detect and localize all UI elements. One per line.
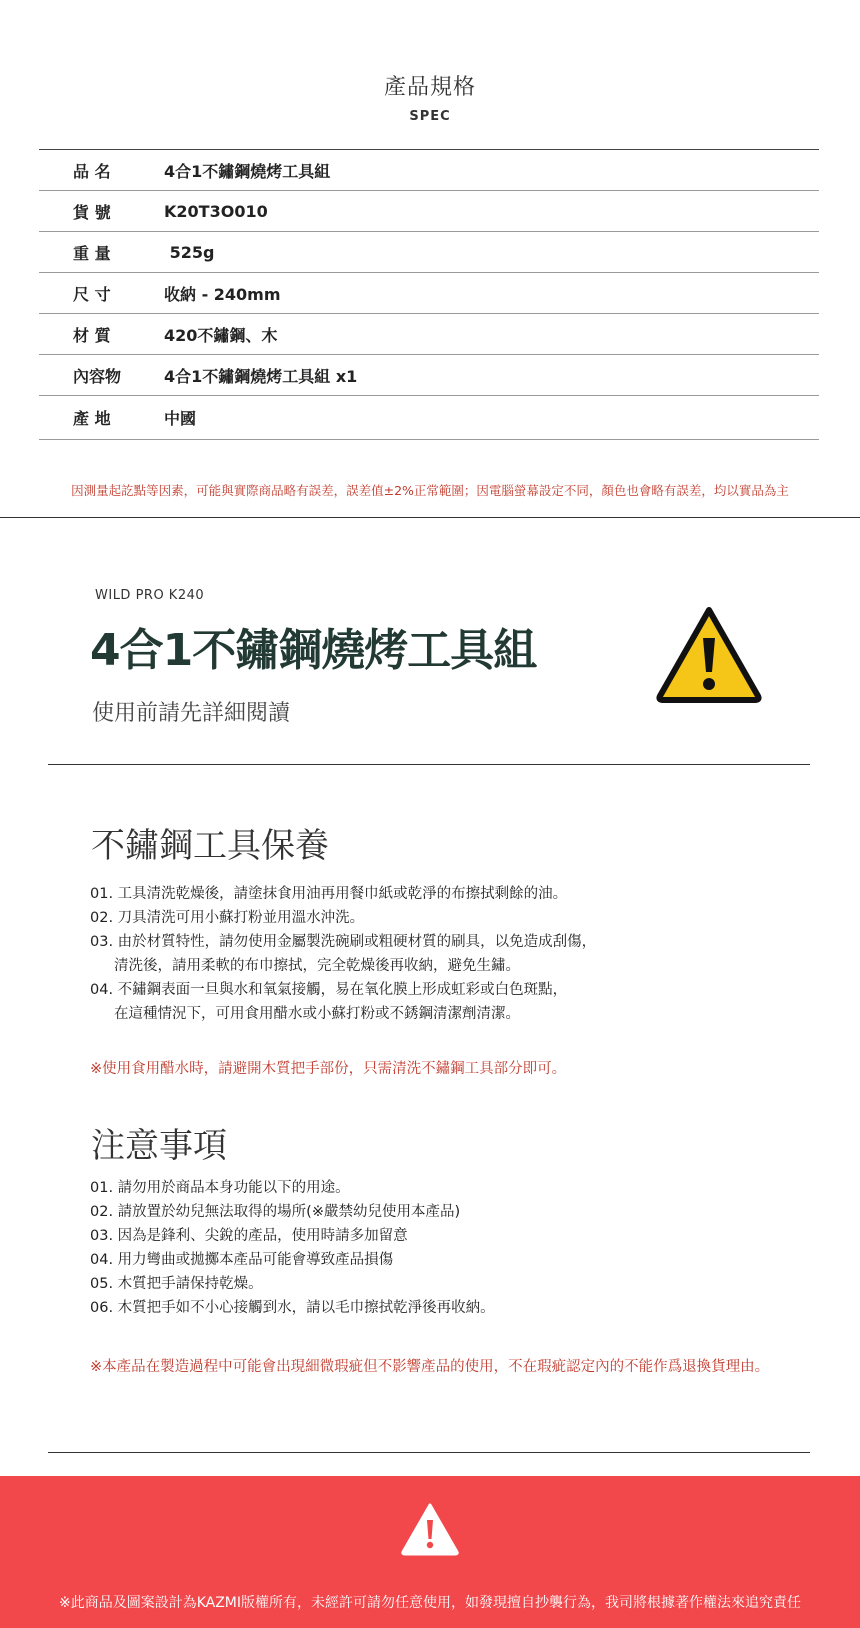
- list-item: [90, 978, 596, 1026]
- list-item: 05. 木質把手請保持乾燥。: [90, 1276, 263, 1292]
- spec-subtitle: SPEC: [409, 109, 451, 124]
- spec-title: 產品規格: [383, 75, 476, 100]
- list-item: [90, 882, 596, 906]
- spec-value: 收納 - 240mm: [164, 284, 281, 304]
- copyright-text: ※此商品及圖案設計為KAZMI版權所有，未經許可請勿任意使用，如發現擅自抄襲行為，我司將根據著作權法來追究責任: [58, 1595, 802, 1611]
- list-item-continuation: 在這種情況下，可用食用醋水或小蘇打粉或不銹鋼清潔劑清潔。: [114, 1006, 520, 1022]
- spec-value: 4合1不鏽鋼燒烤工具組: [164, 161, 331, 181]
- product-model: WILD PRO K240: [95, 588, 205, 603]
- spec-label: 品 名: [73, 161, 111, 181]
- list-item-text: 02. 刀具清洗可用小蘇打粉並用溫水沖洗。: [90, 910, 365, 926]
- list-item: 04. 用力彎曲或拋擲本產品可能會導致產品損傷: [90, 1252, 394, 1268]
- spec-label: 材 質: [73, 325, 111, 345]
- warning-triangle-icon: [400, 1502, 460, 1556]
- section-divider: [48, 764, 810, 765]
- product-subtitle: 使用前請先詳細閱讀: [92, 701, 291, 726]
- spec-label: 貨 號: [73, 202, 111, 222]
- spec-label: 內容物: [73, 366, 122, 386]
- spec-value: 中國: [164, 409, 197, 428]
- list-item: 06. 木質把手如不小心接觸到水，請以毛巾擦拭乾淨後再收納。: [90, 1300, 495, 1316]
- spec-row: [39, 314, 819, 355]
- copyright-footer: [0, 1476, 860, 1628]
- caution-note: ※本產品在製造過程中可能會出現細微瑕疵但不影響產品的使用，不在瑕疵認定內的不能作爲退換貨理由。: [90, 1359, 770, 1375]
- spec-row: [39, 150, 819, 191]
- list-item-continuation: 清洗後，請用柔軟的布巾擦拭，完全乾燥後再收納，避免生鏽。: [114, 958, 520, 974]
- list-item-text: 03. 由於材質特性，請勿使用金屬製洗碗刷或粗硬材質的刷具，以免造成刮傷，: [90, 934, 597, 950]
- spec-label: 重 量: [73, 243, 111, 263]
- spec-value: 525g: [164, 242, 215, 262]
- warning-triangle-icon: [654, 604, 764, 704]
- spec-label: 尺 寸: [73, 284, 111, 304]
- spec-label: 產 地: [73, 409, 111, 428]
- spec-row: [39, 273, 819, 314]
- caution-section-title: 注意事項: [91, 1126, 227, 1166]
- spec-table: [39, 149, 819, 440]
- care-section-title: 不鏽鋼工具保養: [91, 826, 329, 866]
- spec-row: [39, 191, 819, 232]
- caution-list: [90, 1176, 495, 1320]
- product-title: 4合1不鏽鋼燒烤工具組: [90, 625, 537, 676]
- list-item: [90, 906, 596, 930]
- care-note: ※使用食用醋水時，請避開木質把手部份，只需清洗不鏽鋼工具部分即可。: [90, 1061, 567, 1077]
- spec-value: 420不鏽鋼、木: [164, 325, 278, 345]
- spec-disclaimer: 因測量起訖點等因素，可能與實際商品略有誤差，誤差值±2%正常範圍；因電腦螢幕設定不同，顏色也會略有誤差，均以實品為主: [71, 483, 789, 498]
- list-item-text: 04. 不鏽鋼表面一旦與水和氧氣接觸，易在氧化膜上形成虹彩或白色斑點，: [90, 982, 568, 998]
- list-item: 01. 請勿用於商品本身功能以下的用途。: [90, 1180, 350, 1196]
- care-list: [90, 882, 596, 1026]
- spec-value: 4合1不鏽鋼燒烤工具組 x1: [164, 366, 358, 386]
- spec-row: [39, 232, 819, 273]
- list-item: [90, 930, 596, 978]
- spec-header: [0, 70, 860, 124]
- list-item: 03. 因為是鋒利、尖銳的產品，使用時請多加留意: [90, 1228, 408, 1244]
- list-item: 02. 請放置於幼兒無法取得的場所(※嚴禁幼兒使用本產品): [90, 1204, 461, 1220]
- spec-value: K20T3O010: [164, 201, 268, 221]
- spec-row: [39, 355, 819, 396]
- section-divider: [48, 1452, 810, 1453]
- spec-row: [39, 396, 819, 440]
- section-divider: [0, 517, 860, 518]
- list-item-text: 01. 工具清洗乾燥後，請塗抹食用油再用餐巾紙或乾淨的布擦拭剩餘的油。: [90, 886, 568, 902]
